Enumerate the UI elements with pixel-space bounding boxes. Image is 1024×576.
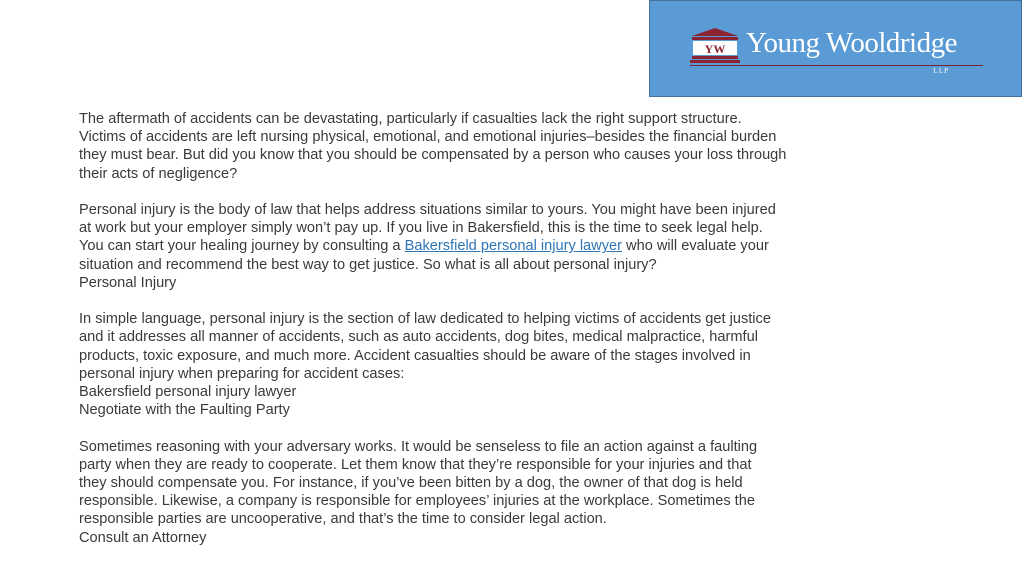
building-icon — [690, 27, 740, 63]
subheading-negotiate: Negotiate with the Faulting Party — [79, 402, 290, 419]
logo-inner — [690, 25, 957, 63]
paragraph-intro — [79, 110, 839, 183]
text-line: party when they are ready to cooperate. Let them know that they’re responsible for your injuries and that — [79, 456, 752, 473]
logo-monogram: YW — [704, 42, 726, 56]
subheading-bakersfield-lawyer: Bakersfield personal injury lawyer — [79, 384, 297, 401]
text-line: they should compensate you. For instance, if you’ve been bitten by a dog, the owner of that dog is held — [79, 475, 743, 492]
text-line: products, toxic exposure, and much more. Accident casualties should be aware of the stages involved in — [79, 347, 751, 364]
text-line: situation and recommend the best way to get justice. So what is all about personal injury? — [79, 256, 657, 273]
paragraph-reasoning — [79, 438, 839, 547]
text-line: Sometimes reasoning with your adversary works. It would be senseless to file an action against a faulting — [79, 438, 758, 455]
text-line: responsible parties are uncooperative, and that’s the time to consider legal action. — [79, 511, 607, 528]
text-line: personal injury when preparing for accident cases: — [79, 365, 405, 382]
text-line: responsible. Likewise, a company is responsible for employees’ injuries at the workplace. Sometimes the — [79, 493, 755, 510]
text-line: Victims of accidents are left nursing physical, emotional, and emotional injuries–besides the financial burden — [79, 129, 777, 146]
firm-logo — [649, 0, 1022, 97]
logo-underline — [690, 65, 983, 66]
text-line: their acts of negligence? — [79, 165, 238, 182]
logo-suffix: LLP — [933, 67, 949, 75]
paragraph-simple-language — [79, 310, 839, 419]
text-line: In simple language, personal injury is the section of law dedicated to helping victims of accidents get justice — [79, 311, 771, 328]
bakersfield-lawyer-link[interactable]: Bakersfield personal injury lawyer — [404, 238, 622, 255]
section-heading-personal-injury: Personal Injury — [79, 274, 177, 291]
text-line: Personal injury is the body of law that helps address situations similar to yours. You might have been injured — [79, 202, 776, 218]
text-line: and it addresses all manner of accidents, such as auto accidents, dog bites, medical malpractice, harmful — [79, 329, 758, 346]
text-fragment: who will evaluate your — [622, 238, 769, 255]
text-fragment: You can start your healing journey by consulting a — [79, 238, 405, 255]
paragraph-personal-injury — [79, 201, 839, 292]
text-line: The aftermath of accidents can be devastating, particularly if casualties lack the right support structure. — [79, 111, 742, 127]
article-body — [79, 110, 839, 547]
text-line: at work but your employer simply won’t pay up. If you live in Bakersfield, this is the time to seek legal help. — [79, 220, 763, 237]
text-line: they must bear. But did you know that you should be compensated by a person who causes your loss through — [79, 147, 787, 164]
logo-firm-name: Young Wooldridge — [746, 27, 957, 59]
text-line-with-link — [79, 237, 839, 255]
section-heading-consult-attorney: Consult an Attorney — [79, 529, 207, 546]
